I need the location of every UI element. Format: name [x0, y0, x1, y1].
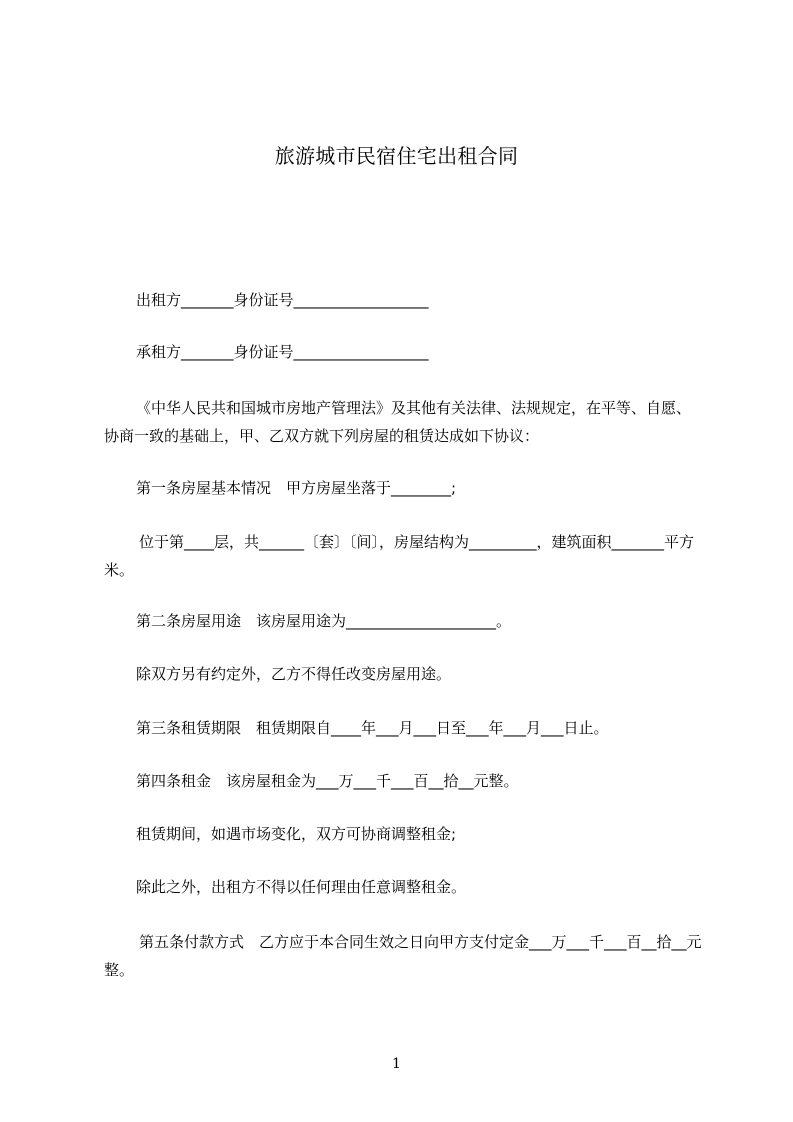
- article-1-paragraph: 第一条房屋基本情况 甲方房屋坐落于________;: [136, 479, 457, 497]
- document-title: 旅游城市民宿住宅出租合同: [274, 144, 519, 168]
- lessee-line: 承租方_______身份证号__________________: [136, 343, 429, 361]
- preamble-paragraph: 《中华人民共和国城市房地产管理法》及其他有关法律、法规规定，在平等、自愿、协商一致的基础上，甲、乙双方就下列房屋的租赁达成如下协议：: [104, 399, 692, 445]
- lessor-line: 出租方_______身份证号__________________: [136, 291, 429, 309]
- usage-restriction-paragraph: 除双方另有约定外，乙方不得任改变房屋用途。: [136, 665, 452, 683]
- article-5-paragraph: 第五条付款方式 乙方应于本合同生效之日向甲方支付定金___万___千___百__拾__元整。: [104, 933, 702, 979]
- location-paragraph: 位于第____层，共______〔套〕〔间〕，房屋结构为_________，建筑面积_______平方米。: [104, 533, 695, 579]
- rent-restriction-paragraph: 除此之外，出租方不得以任何理由任意调整租金。: [136, 878, 467, 896]
- article-3-paragraph: 第三条租赁期限 租赁期限自____年___月___日至___年___月___日止。: [136, 719, 609, 737]
- article-4-paragraph: 第四条租金 该房屋租金为___万___千___百__拾__元整。: [136, 772, 519, 790]
- rent-adjustment-paragraph: 租赁期间，如遇市场变化，双方可协商调整租金;: [136, 825, 457, 843]
- page-number: 1: [392, 1056, 401, 1072]
- article-2-paragraph: 第二条房屋用途 该房屋用途为____________________。: [136, 612, 512, 630]
